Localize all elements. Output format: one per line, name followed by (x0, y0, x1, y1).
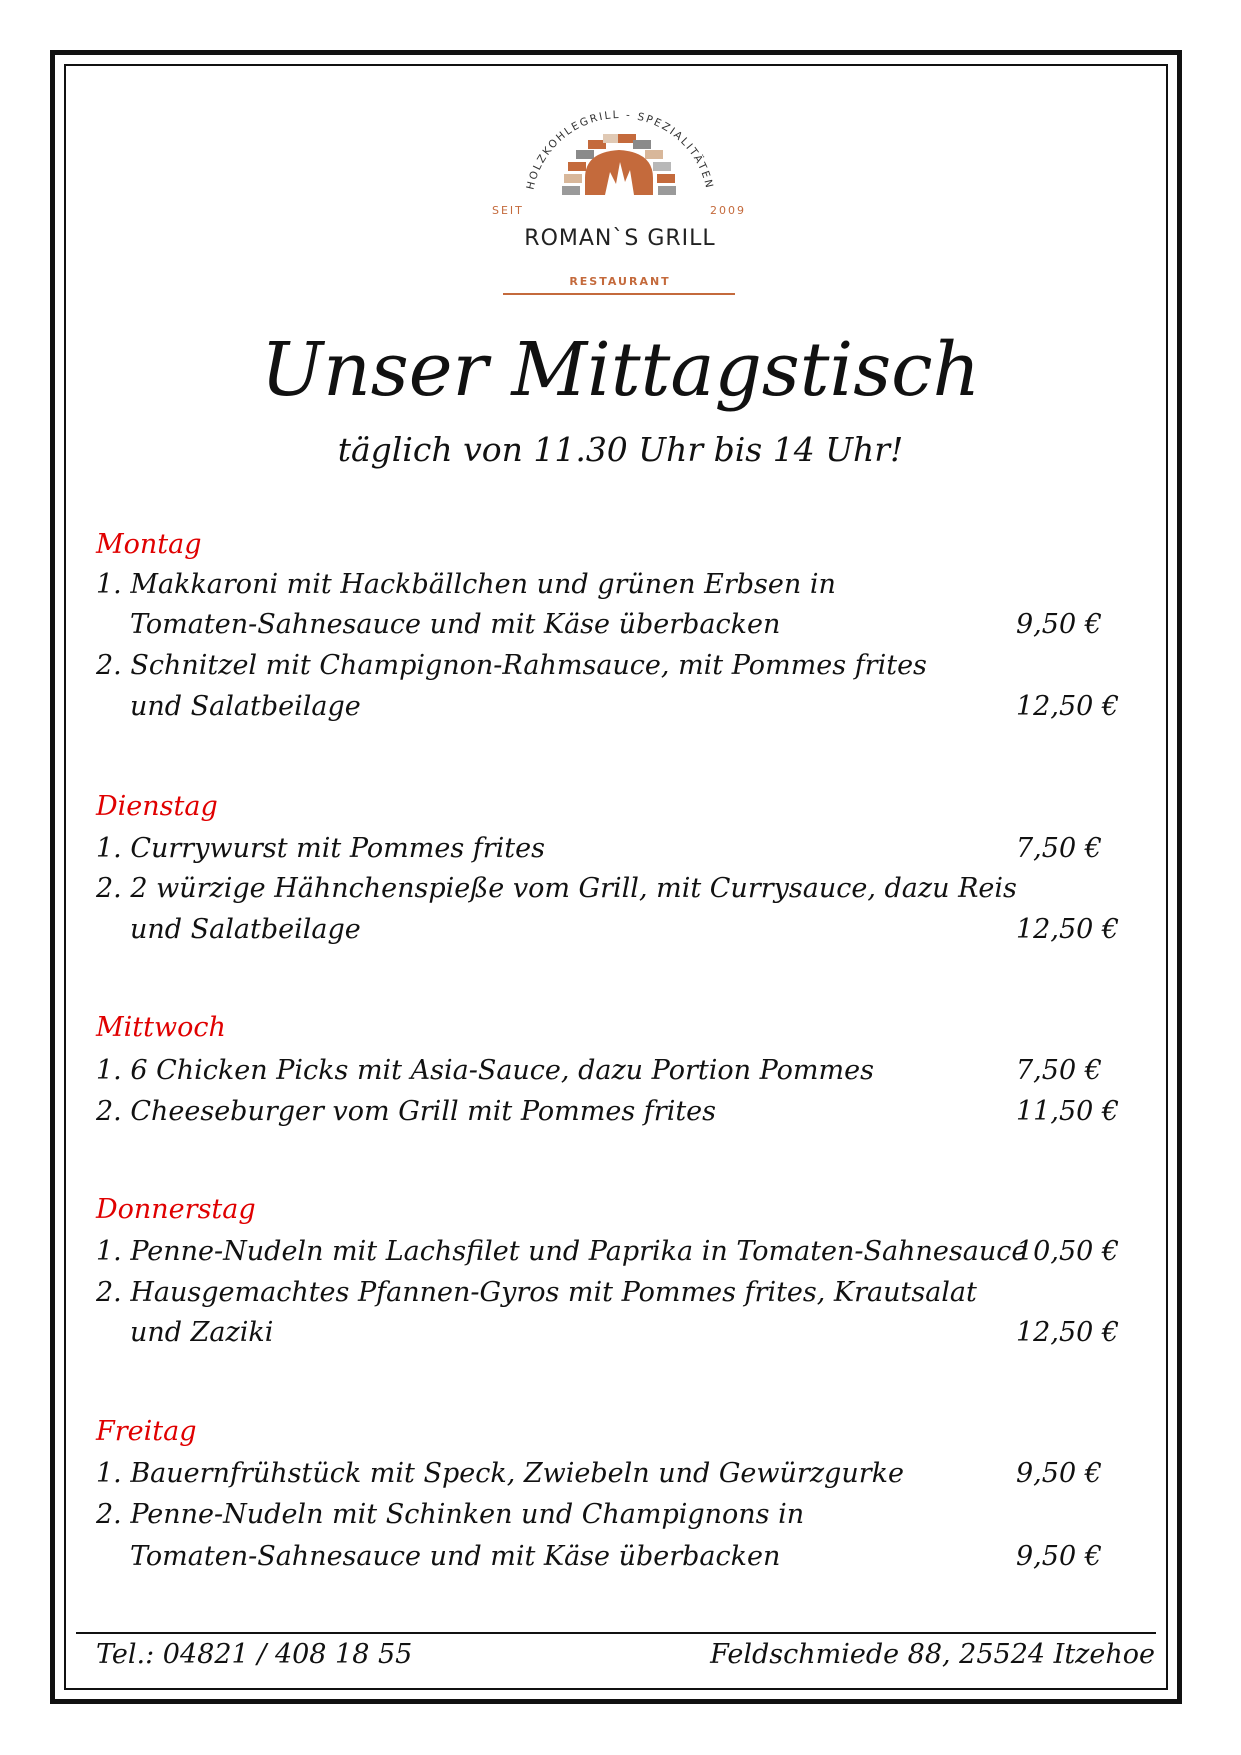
menu-item-line: Tomaten-Sahnesauce und mit Käse überbacken (130, 609, 781, 640)
logo-subtitle: RESTAURANT (569, 275, 671, 288)
restaurant-logo (490, 88, 750, 303)
menu-item-line: und Zaziki (130, 1317, 274, 1348)
page-subtitle: täglich von 11.30 Uhr bis 14 Uhr! (337, 430, 904, 469)
footer-phone: Tel.: 04821 / 408 18 55 (96, 1639, 413, 1670)
menu-item-price: 12,50 € (1016, 691, 1120, 722)
menu-item-line: und Salatbeilage (130, 691, 361, 722)
menu-item-line: 1. Bauernfrühstück mit Speck, Zwiebeln und Gewürzgurke (96, 1458, 904, 1489)
day-heading-freitag: Freitag (96, 1416, 197, 1447)
menu-item-line: 1. Makkaroni mit Hackbällchen und grünen Erbsen in (96, 569, 836, 600)
logo-name: ROMAN`S GRILL (524, 226, 716, 251)
menu-item-line: und Salatbeilage (130, 914, 361, 945)
menu-item-price: 11,50 € (1016, 1096, 1120, 1127)
menu-item-line: 2. Cheeseburger vom Grill mit Pommes frites (96, 1096, 717, 1127)
day-heading-dienstag: Dienstag (96, 791, 218, 822)
menu-item-price: 10,50 € (1016, 1236, 1120, 1267)
logo-arc-text: HOLZKOHLEGRILL - SPEZIALITÄTEN (524, 108, 716, 191)
day-heading-donnerstag: Donnerstag (96, 1194, 256, 1225)
menu-item-price: 9,50 € (1016, 1541, 1102, 1572)
menu-item-line: 1. 6 Chicken Picks mit Asia-Sauce, dazu Portion Pommes (96, 1055, 874, 1086)
menu-item-line: 1. Penne-Nudeln mit Lachsfilet und Paprika in Tomaten-Sahnesauce (96, 1236, 1028, 1267)
menu-item-line: Tomaten-Sahnesauce und mit Käse überbacken (130, 1541, 781, 1572)
menu-item-line: 2. 2 würzige Hähnchenspieße vom Grill, mit Currysauce, dazu Reis (96, 873, 1017, 904)
menu-item-price: 7,50 € (1016, 1055, 1102, 1086)
menu-item-price: 9,50 € (1016, 1458, 1102, 1489)
menu-item-line: 2. Penne-Nudeln mit Schinken und Champignons in (96, 1499, 805, 1530)
menu-item-price: 7,50 € (1016, 833, 1102, 864)
menu-item-line: 2. Hausgemachtes Pfannen-Gyros mit Pommes frites, Krautsalat (96, 1277, 977, 1308)
logo-seit: SEIT (492, 204, 524, 217)
footer-divider (76, 1632, 1156, 1634)
page-title: Unser Mittagstisch (260, 327, 981, 413)
menu-item-line: 2. Schnitzel mit Champignon-Rahmsauce, mit Pommes frites (96, 650, 927, 681)
logo-year: 2009 (710, 204, 746, 217)
oven-icon (562, 134, 676, 195)
menu-item-price: 12,50 € (1016, 1317, 1120, 1348)
footer-address: Feldschmiede 88, 25524 Itzehoe (710, 1639, 1155, 1670)
menu-item-line: 1. Currywurst mit Pommes frites (96, 833, 545, 864)
logo-graphic (490, 88, 750, 303)
logo-underline (503, 293, 735, 295)
menu-item-price: 12,50 € (1016, 914, 1120, 945)
menu-item-price: 9,50 € (1016, 609, 1102, 640)
day-heading-montag: Montag (96, 529, 202, 560)
day-heading-mittwoch: Mittwoch (96, 1012, 226, 1043)
